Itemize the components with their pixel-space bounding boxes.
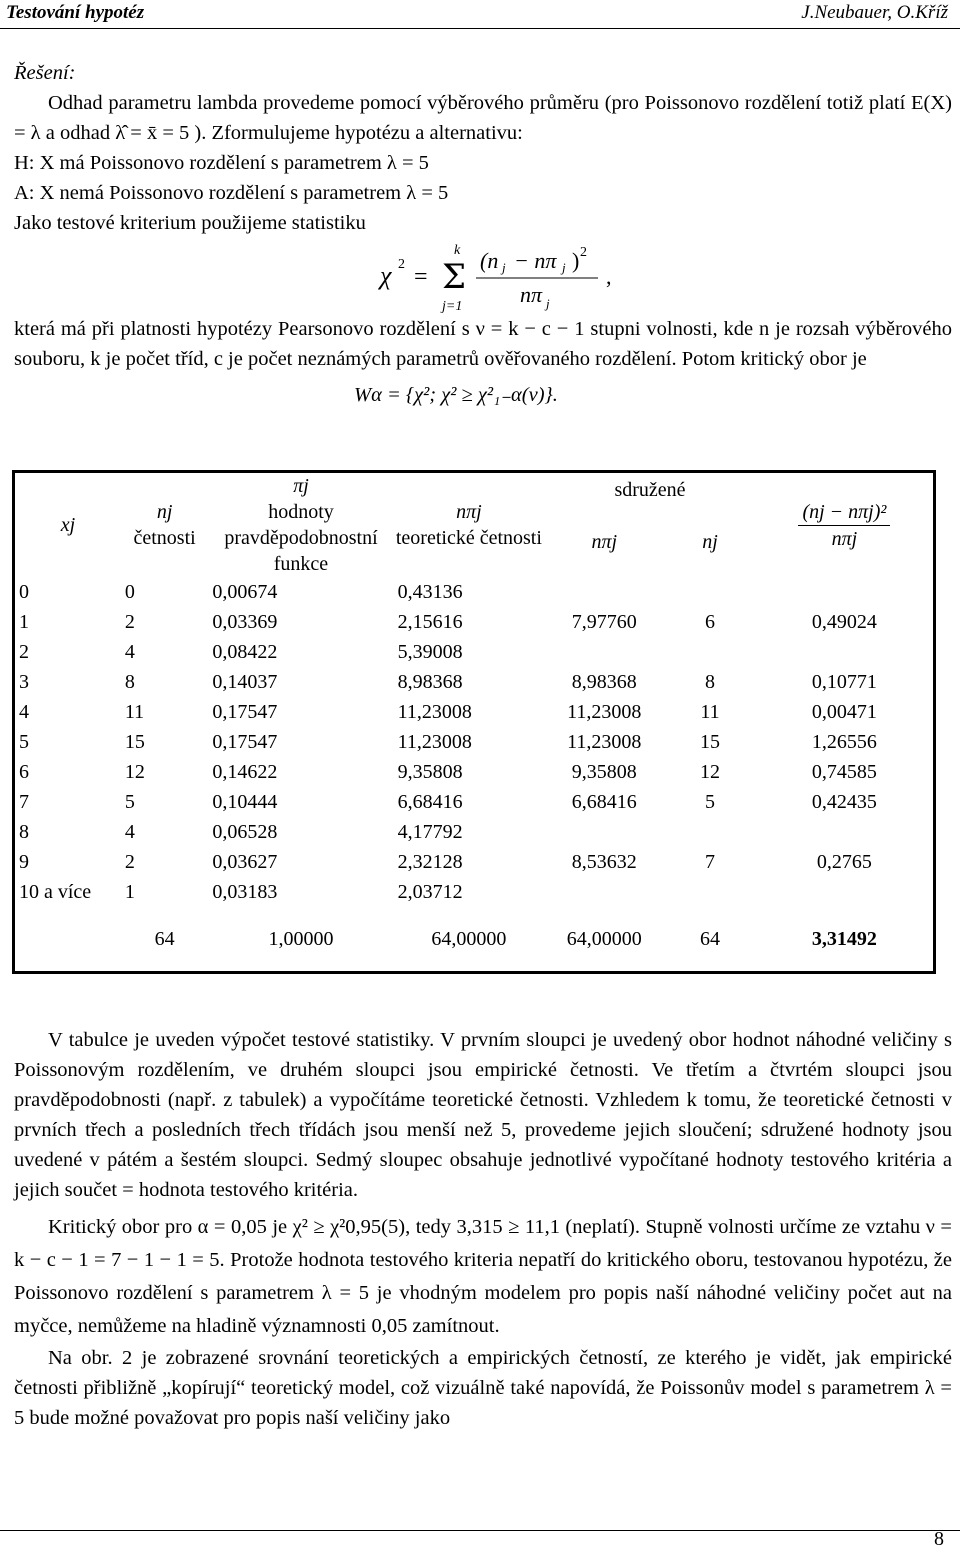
- table-row: 9 2 0,03627 2,32128: [19, 851, 463, 873]
- svg-text:2: 2: [580, 245, 587, 260]
- svg-text:2: 2: [398, 257, 405, 272]
- page-header: [0, 0, 960, 28]
- critical-region-formula: Wα = {χ²; χ² ≥ χ²₁₋α(ν)}.: [354, 384, 558, 406]
- table-row: 5 15 0,17547 11,23008 11,23008 15 1,26556: [19, 731, 877, 753]
- header-grouped-nj: nj: [702, 531, 718, 554]
- svg-text:j: j: [562, 260, 566, 275]
- header-grouped: sdružené: [614, 479, 686, 502]
- header-rule: [0, 28, 960, 29]
- solution-heading: Řešení:: [14, 62, 76, 84]
- header-pij: πj hodnoty pravděpodobnostní funkce: [224, 475, 378, 575]
- table-row: 10 a více 1 0,03183 2,03712: [19, 881, 463, 903]
- table-header-row: [14, 472, 935, 508]
- chi-square-formula: [14, 238, 952, 314]
- alternative-line: A: X nemá Poissonovo rozdělení s parametrem λ = 5: [14, 182, 449, 204]
- svg-text:− nπ: − nπ: [514, 248, 557, 273]
- table-row: 4 11 0,17547 11,23008 11,23008 11 0,00471: [19, 701, 877, 723]
- df-paragraph: která má při platnosti hypotézy Pearsonovo rozdělení s ν = k − c − 1 stupni volnosti, kde n je rozsah výběrového souboru, k je počet tříd, c je počet neznámých parametrů ověřovaného rozdělení. Potom kritický obor je: [14, 318, 952, 370]
- header-xj: xj: [60, 514, 76, 536]
- chi-square-table: [12, 470, 936, 974]
- total-n: 64: [154, 928, 175, 950]
- footer-rule: [0, 1530, 960, 1531]
- svg-text:j: j: [502, 260, 506, 275]
- hypothesis-line: H: X má Poissonovo rozdělení s parametrem λ = 5: [14, 152, 429, 174]
- svg-text:Σ: Σ: [442, 257, 467, 297]
- page-number: 8: [934, 1528, 944, 1550]
- page-tail: [14, 1025, 952, 1433]
- total-chi: 3,31492: [811, 928, 877, 950]
- critical-region-paragraph: Kritický obor pro α = 0,05 je χ² ≥ χ²0,95(5), tedy 3,315 ≥ 11,1 (neplatí). Stupně volnosti určíme ze vztahu ν = k − c − 1 = 7 − 1 − 1 = 5. Protože hodnota testového kriteria nepatří do kritického oboru, testovanou hypotézu, že Poissonovo rozdělení s parametrem λ = 5 je vhodným modelem pro popis naší náhodné veličiny počet aut na myčce, nemůžeme na hladině významnosti 0,05 zamítnout.: [14, 1216, 952, 1337]
- table-row: 2 4 0,08422 5,39008: [19, 641, 463, 663]
- total-np: 64,00000: [431, 928, 507, 950]
- figure-paragraph: Na obr. 2 je zobrazené srovnání teoretických a empirických četností, ze kterého je vidět, jak empirické četnosti přibližně „kopírují“ teoretický model, což vizuálně také napovídá, že Poissonův model s parametrem λ = 5 bude možné považovat pro popis naší veličiny jako: [14, 1347, 952, 1429]
- svg-text:(n: (n: [480, 248, 499, 273]
- header-chi-term: $\frac{\text{(nj − nπj)²}}{\text{nπj}}$: [756, 472, 935, 578]
- table-row: 6 12 0,14622 9,35808 9,35808 12 0,74585: [19, 761, 877, 783]
- table-row: 8 4 0,06528 4,17792 8,53632 7 0,2765: [19, 821, 872, 873]
- table-row: 1 2 0,03369 2,15616: [19, 611, 463, 633]
- chi-square-formula-graphic: [14, 238, 952, 314]
- header-nj: nj četnosti: [133, 501, 196, 549]
- svg-text:): ): [572, 248, 580, 273]
- total-grouped-n: 64: [700, 928, 721, 950]
- total-grouped-np: 64,00000: [566, 928, 642, 950]
- table-row: 0 0 0,00674 0,43136 7,97760 6 0,49024: [19, 581, 877, 633]
- header-npij: nπj teoretické četnosti: [395, 501, 542, 549]
- svg-text:j: j: [546, 296, 550, 311]
- svg-text:χ: χ: [380, 261, 392, 290]
- critical-region-line: [14, 374, 952, 416]
- table-total-row: [14, 907, 935, 973]
- test-intro-line: Jako testové kriterium použijeme statistiku: [14, 212, 366, 234]
- header-grouped-npij: nπj: [591, 531, 618, 554]
- page-body: [14, 58, 952, 416]
- table-explanation-paragraph: V tabulce je uveden výpočet testové statistiky. V prvním sloupci je uvedený obor hodnot náhodné veličiny s Poissonovým rozdělením, ve druhém sloupci jsou empirické četnosti. Ve třetím a čtvrtém sloupci jsou pravděpodobnosti (např. z tabulek) a vypočítáme teoretické četnosti. Vzhledem k tomu, že teoretické četnosti v prvních třech a posledních třech třídách jsou menší než 5, provedeme jejich sloučení; sdružené hodnoty jsou uvedené v pátém a šestém sloupci. Sedmý sloupec obsahuje jednotlivé vypočítané hodnoty testového kritéria a jejich součet = hodnota testového kritéria.: [14, 1029, 952, 1201]
- table-row: 7 5 0,10444 6,68416 6,68416 5 0,42435: [19, 791, 877, 813]
- svg-text:j=1: j=1: [442, 299, 463, 314]
- table-row: 3 8 0,14037 8,98368 8,98368 8 0,10771: [19, 671, 877, 693]
- intro-paragraph: Odhad parametru lambda provedeme pomocí výběrového průměru (pro Poissonovo rozdělení totiž platí E(X) = λ a odhad λ̂ = x̄ = 5 ). Zformulujeme hypotézu a alternativu:: [14, 92, 952, 144]
- svg-text:=: =: [414, 264, 428, 290]
- header-authors: J.Neubauer, O.Kříž: [801, 2, 948, 23]
- header-title: Testování hypotéz: [6, 2, 145, 23]
- total-p: 1,00000: [268, 928, 334, 950]
- svg-text:nπ: nπ: [520, 282, 543, 307]
- svg-text:,: ,: [606, 264, 612, 289]
- svg-text:k: k: [454, 243, 461, 258]
